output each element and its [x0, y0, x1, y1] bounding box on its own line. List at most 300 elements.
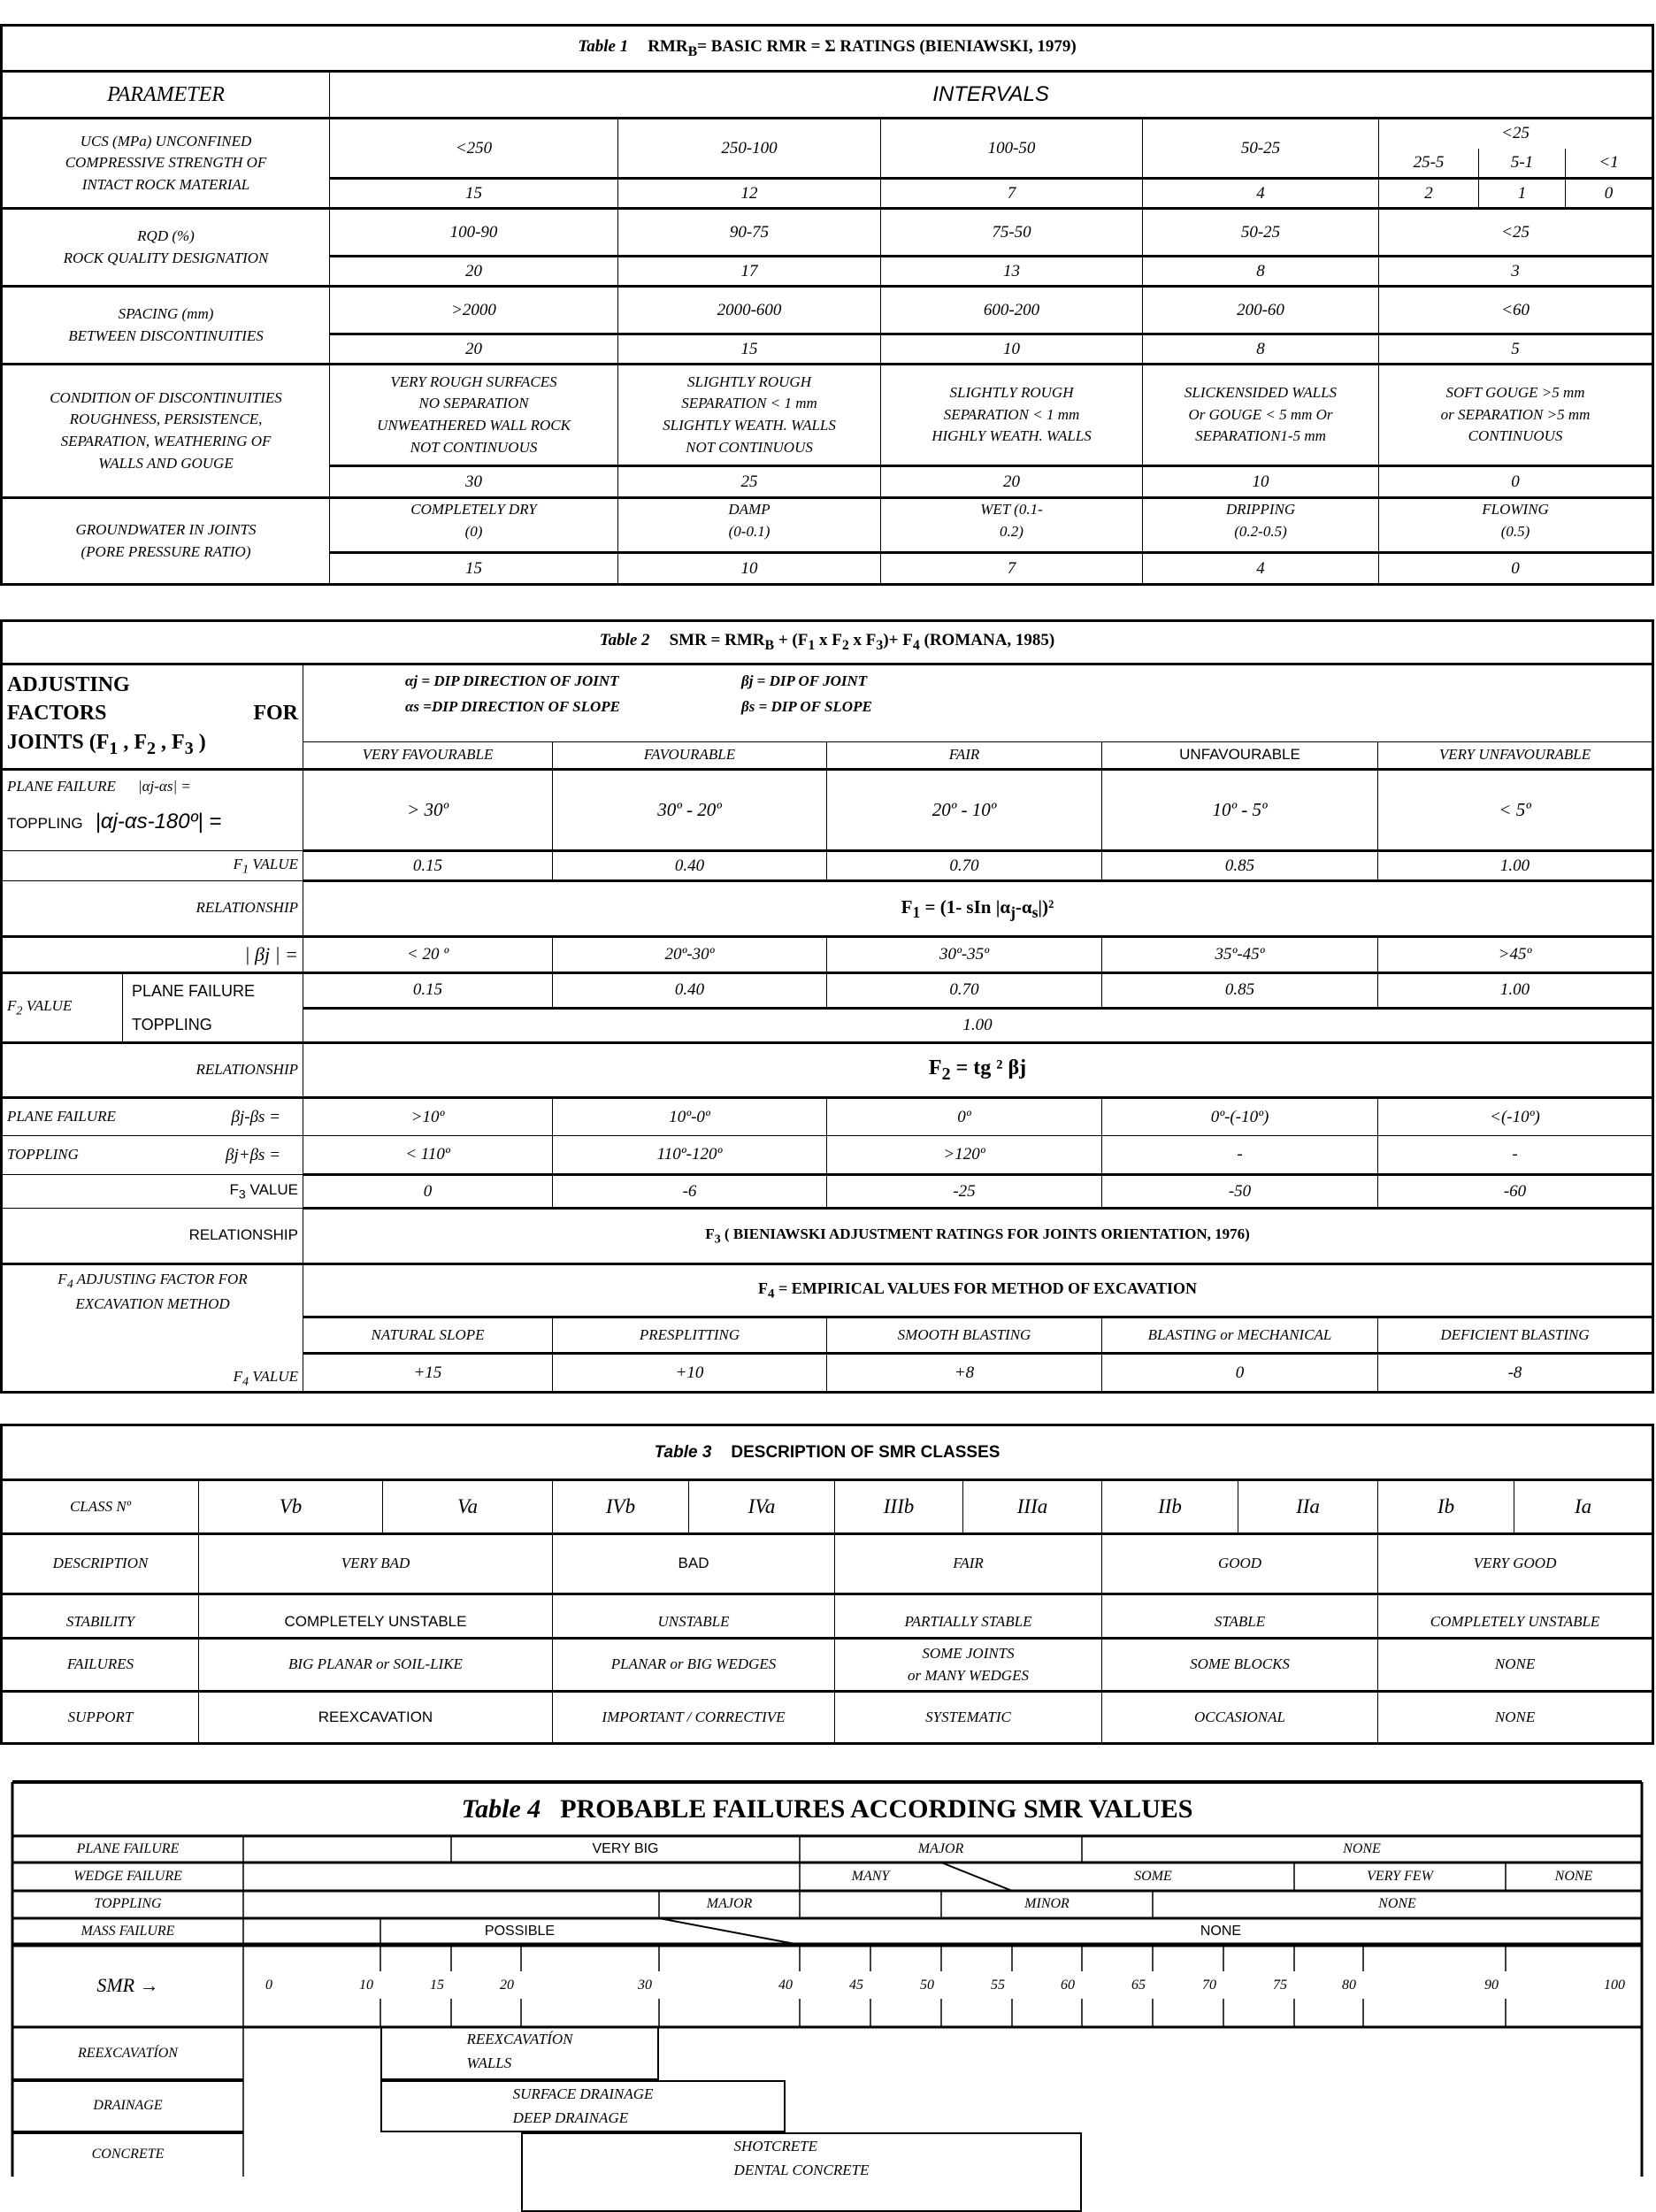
table-cell — [1102, 1594, 1378, 1639]
smr-tick-label — [615, 1973, 652, 1998]
table-cell — [827, 851, 1102, 881]
smr-tick-label — [968, 1973, 1005, 1998]
f2-value-group — [7, 974, 298, 1041]
f2-value: 0.70 — [949, 980, 979, 1000]
class-support-block — [602, 1709, 785, 1725]
smr-tick-label: 30 — [638, 1977, 652, 1993]
class-failures-line: SOME JOINTS — [922, 1644, 1015, 1662]
interval-value-block — [623, 372, 876, 459]
table-row — [2, 1594, 1653, 1639]
smr-tick-label — [1319, 1973, 1356, 1998]
table-cell — [330, 287, 618, 334]
table-cell — [1102, 1480, 1238, 1534]
table-cell — [2, 1136, 303, 1175]
failure-degree — [243, 1918, 380, 1945]
failure-type-label: PLANE FAILURE — [76, 1840, 180, 1856]
table-title-formula — [648, 36, 1077, 59]
legend-item: βs = DIP OF SLOPE — [741, 697, 872, 715]
adjusting-line — [7, 699, 298, 727]
parameter-label-line: ROUGHNESS, PERSISTENCE, — [69, 411, 263, 428]
table-cell — [1379, 498, 1653, 553]
table1 — [0, 24, 1654, 586]
table-cell — [1102, 1136, 1378, 1175]
table-cell — [553, 1317, 827, 1353]
smr-tick-label — [1038, 1973, 1075, 1998]
f2-value-label-text — [7, 997, 73, 1018]
angle-range: 30º-35º — [939, 945, 990, 964]
class-description-block — [953, 1555, 984, 1571]
table-cell — [835, 1534, 1102, 1594]
table-cell — [835, 1480, 963, 1534]
formula-part: )+ F — [883, 631, 913, 650]
subscript: 1 — [912, 902, 921, 921]
table-cell — [553, 851, 827, 881]
table-cell — [1143, 179, 1379, 209]
failure-degree — [941, 1891, 1153, 1918]
class-support: REEXCAVATION — [318, 1708, 433, 1725]
parameter-label-line: COMPRESSIVE STRENGTH OF — [65, 154, 267, 172]
f3-value: -25 — [953, 1181, 976, 1201]
interval-value-block — [450, 223, 498, 242]
table-cell — [1378, 1098, 1653, 1136]
f3-toppling-range: >120º — [943, 1145, 985, 1164]
class-number: Ib — [1437, 1495, 1455, 1518]
table-row — [2, 973, 1653, 1009]
class-failures: BIG PLANAR or SOIL-LIKE — [288, 1655, 463, 1673]
interval-value-line: SEPARATION < 1 mm — [943, 405, 1080, 423]
f1-value: 0.15 — [412, 856, 443, 875]
smr-tick-label — [235, 1973, 272, 1998]
failure-degree — [659, 1891, 800, 1918]
angle-range: < 5º — [1499, 799, 1531, 821]
subscript: 4 — [66, 1277, 73, 1292]
table-cell — [1378, 1175, 1653, 1209]
f4-label-text — [58, 1271, 247, 1312]
support-type-label — [12, 2132, 243, 2177]
table-cell — [1379, 119, 1653, 149]
table-cell — [1102, 1639, 1378, 1692]
f2-mode-labels — [122, 974, 255, 1041]
failure-degree: VERY FEW — [1367, 1868, 1433, 1884]
table-cell — [1379, 334, 1653, 365]
formula-part: F — [233, 855, 243, 872]
table-cell — [1379, 553, 1653, 585]
table-cell — [827, 937, 1102, 973]
interval-value-line: SEPARATION < 1 mm — [681, 395, 817, 412]
smr-tick-label: 40 — [778, 1977, 793, 1993]
interval-subvalue: <1 — [1598, 152, 1619, 172]
table-cell — [827, 1175, 1102, 1209]
legend-item: αs =DIP DIRECTION OF SLOPE — [405, 697, 620, 715]
table-cell — [199, 1534, 553, 1594]
failure-degree — [800, 1918, 1642, 1945]
support-range-box — [380, 2027, 659, 2080]
subscript: 1 — [109, 738, 119, 758]
interval-value: 90-75 — [729, 222, 770, 242]
table-cell — [1378, 742, 1653, 770]
f1-value: 1.00 — [1499, 856, 1530, 875]
parameter-label-line: CONDITION OF DISCONTINUITIES — [50, 388, 282, 406]
smr-tick-label: 65 — [1131, 1977, 1146, 1993]
f3-value: -6 — [682, 1181, 697, 1201]
rating-value: 8 — [1256, 339, 1265, 358]
formula-part: VALUE — [249, 855, 298, 872]
smr-axis-label: SMR → — [96, 1974, 159, 1997]
rating-value: 0 — [1604, 183, 1614, 203]
interval-value-line: SLIGHTLY ROUGH — [949, 384, 1074, 402]
table-cell — [330, 179, 618, 209]
class-failures: PLANAR or BIG WEDGES — [610, 1655, 777, 1673]
table-cell — [1102, 742, 1378, 770]
rating-value: 7 — [1007, 183, 1016, 203]
table-cell — [1102, 1317, 1378, 1353]
table-cell — [553, 1594, 835, 1639]
row-label: DESCRIPTION — [52, 1555, 149, 1572]
rating-value: 7 — [1007, 558, 1016, 578]
support-measure-block — [513, 2082, 654, 2130]
formula-part: F — [705, 1225, 715, 1243]
subscript: 2 — [16, 1003, 23, 1018]
f3-toppling-range: 110º-120º — [656, 1145, 723, 1164]
table-cell — [330, 257, 618, 287]
table-cell — [303, 664, 1653, 742]
class-support-block — [1495, 1709, 1535, 1725]
failure-degree: SOME — [1134, 1868, 1172, 1884]
failure-degree: POSSIBLE — [484, 1923, 556, 1939]
interval-value-line: FLOWING — [1482, 501, 1549, 518]
f3-value-label — [229, 1180, 298, 1202]
formula-part: = BASIC RMR = Σ RATINGS (BIENIAWSKI, 1979) — [697, 36, 1077, 56]
support-type-label — [12, 2080, 243, 2132]
failure-degree: VERY BIG — [592, 1840, 659, 1856]
table-row — [2, 851, 1653, 881]
table-row — [2, 1136, 1653, 1175]
class-failures-line: or MANY WEDGES — [908, 1666, 1029, 1684]
class-failures-block — [840, 1643, 1097, 1686]
subscript: 4 — [912, 637, 920, 653]
table-cell — [827, 1317, 1102, 1353]
interval-value-line: (0.2-0.5) — [1234, 522, 1287, 540]
formula-part: SMR = RMR — [669, 631, 765, 650]
table-row — [2, 1534, 1653, 1594]
failure-degree: MINOR — [1024, 1896, 1070, 1912]
parameter-label-block — [7, 388, 325, 475]
interval-value-line: CONTINUOUS — [1468, 427, 1563, 445]
table-cell — [303, 1008, 1653, 1043]
table-cell — [330, 119, 618, 179]
smr-tick-label: 15 — [430, 1977, 444, 1993]
row-label: FAILURES — [66, 1655, 134, 1673]
angle-range: > 30º — [407, 799, 448, 821]
rating-value: 15 — [465, 183, 482, 203]
f4-value: +15 — [413, 1363, 442, 1382]
f2-toppling — [132, 1008, 255, 1041]
table-cell — [827, 742, 1102, 770]
rating-value: 4 — [1256, 183, 1265, 203]
table-title-text: PROBABLE FAILURES ACCORDING SMR VALUES — [560, 1794, 1193, 1824]
class-description-block — [341, 1555, 410, 1571]
rating-value: 30 — [465, 472, 482, 491]
parameter-label-line: SPACING (mm) — [118, 304, 214, 322]
table-cell — [330, 209, 618, 257]
table-cell — [2, 1264, 303, 1393]
interval-value-line: SOFT GOUGE >5 mm — [1445, 384, 1585, 402]
table-cell — [881, 466, 1143, 498]
table-cell — [330, 498, 618, 553]
interval-value-line: SLICKENSIDED WALLS — [1184, 384, 1338, 402]
rating-value: 13 — [1003, 261, 1020, 280]
table-cell — [1238, 1480, 1378, 1534]
class-number: IVb — [605, 1495, 636, 1518]
f3-toppling-range: - — [1237, 1145, 1243, 1164]
smr-tick-label: 60 — [1061, 1977, 1075, 1993]
support-type-label — [12, 2027, 243, 2080]
table-cell — [1102, 1175, 1378, 1209]
table-cell — [618, 209, 881, 257]
table-title-label: Table 4 — [461, 1794, 541, 1824]
smr-tick-label: 20 — [500, 1977, 514, 1993]
rating-value: 2 — [1424, 183, 1433, 203]
table-cell — [1378, 1353, 1653, 1392]
table-cell — [303, 973, 553, 1009]
f3-value: 0 — [423, 1181, 433, 1201]
beta-expression: | βj | = — [244, 943, 298, 966]
table-cell — [881, 553, 1143, 585]
table-cell — [303, 1209, 1653, 1264]
table-row — [2, 1043, 1653, 1098]
class-support: OCCASIONAL — [1194, 1708, 1285, 1725]
table-title-label: Table 1 — [578, 36, 629, 56]
f4-description — [757, 1279, 1197, 1302]
table-row — [2, 1425, 1653, 1480]
interval-value-block — [886, 499, 1138, 542]
table-cell — [2, 881, 303, 937]
failure-degree — [243, 1836, 451, 1863]
f3-toppling-range: - — [1512, 1145, 1518, 1164]
f1-plane-row — [7, 776, 298, 798]
table-cell — [1143, 498, 1379, 553]
subscript: 3 — [238, 1187, 246, 1202]
smr-axis-label — [12, 1945, 243, 2027]
table-row — [2, 365, 1653, 466]
table-cell — [881, 257, 1143, 287]
transition-line — [941, 1863, 1012, 1891]
interval-value-block — [1384, 382, 1647, 448]
legend-item: αj = DIP DIRECTION OF JOINT — [405, 672, 619, 689]
subscript: j — [1010, 902, 1016, 921]
table-title-label: Table 3 — [654, 1442, 712, 1462]
table-cell — [330, 466, 618, 498]
interval-value-line: NOT CONTINUOUS — [410, 438, 538, 456]
formula-part: = (1- sIn |α — [920, 895, 1011, 918]
table-cell — [2, 937, 303, 973]
table-cell — [553, 770, 827, 851]
failure-type-label — [12, 1891, 243, 1918]
toppling-expression: |αj-αs-180º| = — [95, 809, 222, 833]
interval-value-line: Or GOUGE < 5 mm Or — [1188, 405, 1333, 423]
formula-part: , F — [118, 730, 148, 754]
smr-tick-label: 0 — [265, 1977, 272, 1993]
adjusting-label: FOR — [253, 702, 298, 726]
table-cell — [881, 498, 1143, 553]
table-cell — [1378, 1136, 1653, 1175]
table4-title — [12, 1782, 1642, 1836]
interval-value-block — [623, 499, 876, 542]
formula-part: ADJUSTING FACTOR FOR EXCAVATION METHOD — [73, 1271, 248, 1312]
smr-tick-label: 10 — [359, 1977, 373, 1993]
class-description-block — [1474, 1555, 1557, 1571]
category-label: FAIR — [948, 746, 980, 764]
support-range-box — [521, 2132, 1082, 2212]
row-label: SUPPORT — [67, 1708, 134, 1725]
table-cell — [1379, 287, 1653, 334]
class-failures-block — [1495, 1655, 1535, 1672]
interval-value: 75-50 — [992, 222, 1031, 242]
f3-plane-range: 10º-0º — [669, 1107, 710, 1126]
table-row — [2, 287, 1653, 334]
failure-degree — [800, 1836, 1082, 1863]
interval-value-line: WET (0.1- — [980, 501, 1043, 518]
table-cell — [2, 209, 330, 287]
interval-value: >2000 — [451, 300, 496, 319]
support-measure-line: SHOTCRETE — [733, 2138, 818, 2154]
category-label: FAVOURABLE — [643, 746, 736, 764]
interval-value-line: SLIGHTLY WEATH. WALLS — [663, 417, 836, 434]
table-cell — [553, 1534, 835, 1594]
table-cell — [303, 937, 553, 973]
angle-range: 20º-30º — [664, 945, 715, 964]
class-number: Va — [457, 1495, 478, 1518]
failure-degree — [1012, 1863, 1294, 1891]
table-cell — [330, 365, 618, 466]
formula-part: VALUE — [249, 1368, 298, 1386]
f4-label — [7, 1269, 298, 1316]
formula-part: ( BIENIAWSKI ADJUSTMENT RATINGS FOR JOINTS ORIENTATION, 1976) — [720, 1225, 1250, 1243]
legend-item: βj = DIP OF JOINT — [741, 672, 868, 689]
support-measure-block — [466, 2027, 572, 2075]
f3-plane-range: 0º — [957, 1107, 971, 1126]
class-stability: UNSTABLE — [657, 1613, 730, 1631]
table-cell — [1378, 1480, 1514, 1534]
interval-value: 100-50 — [987, 138, 1036, 157]
class-description: VERY BAD — [341, 1555, 410, 1572]
rating-value: 15 — [465, 558, 482, 578]
f2-value: 0.85 — [1224, 980, 1255, 1000]
failure-type-label: WEDGE FAILURE — [73, 1868, 182, 1884]
table-cell — [1143, 334, 1379, 365]
class-stability-block — [285, 1613, 467, 1630]
table-cell — [303, 1043, 1653, 1098]
angle-range: 35º-45º — [1215, 945, 1265, 964]
table-row — [2, 770, 1653, 851]
interval-value: 200-60 — [1237, 300, 1284, 319]
table-cell — [330, 334, 618, 365]
table-cell — [1379, 365, 1653, 466]
angle-range: 20º - 10º — [932, 799, 997, 821]
f1-relationship — [901, 895, 1054, 921]
support-measure-line: REEXCAVATÍON — [466, 2031, 573, 2047]
subscript: 3 — [184, 738, 194, 758]
class-number: IIIb — [883, 1495, 915, 1518]
table-cell — [881, 365, 1143, 466]
interval-value: 2000-600 — [717, 300, 782, 319]
table-row — [2, 1098, 1653, 1136]
table1-title — [2, 26, 1653, 72]
excavation-method: NATURAL SLOPE — [371, 1325, 485, 1343]
support-range-box — [380, 2080, 786, 2132]
table-cell — [1102, 851, 1378, 881]
failure-degree — [451, 1836, 800, 1863]
formula-part: + (F — [774, 631, 809, 650]
interval-value: 50-25 — [1240, 222, 1281, 242]
table-row — [2, 1480, 1653, 1534]
support-type-label: CONCRETE — [91, 2146, 165, 2162]
rating-value: 10 — [740, 558, 758, 578]
class-support-block — [1194, 1709, 1285, 1725]
toppling-label: TOPPLING — [132, 1016, 212, 1033]
table-cell — [1378, 1639, 1653, 1692]
table-cell — [1143, 553, 1379, 585]
interval-value-line: SLIGHTLY ROUGH — [687, 373, 811, 390]
table-cell — [618, 466, 881, 498]
failure-degree: NONE — [1378, 1896, 1416, 1912]
table-cell — [1566, 149, 1653, 179]
table-cell — [1102, 937, 1378, 973]
f4-label-group — [7, 1269, 298, 1391]
table2 — [0, 619, 1654, 1394]
table-title-formula — [669, 631, 1055, 653]
rating-value: 8 — [1256, 261, 1265, 280]
table-cell — [1378, 1594, 1653, 1639]
class-support: IMPORTANT / CORRECTIVE — [602, 1708, 786, 1725]
smr-tick-label: 75 — [1273, 1977, 1287, 1993]
interval-value-block — [1384, 499, 1647, 542]
relationship-label: RELATIONSHIP — [188, 1226, 298, 1244]
table-cell — [1102, 1098, 1378, 1136]
f3-plane-range: <(-10º) — [1490, 1107, 1540, 1126]
table-cell — [618, 119, 881, 179]
formula-part: F — [928, 1056, 942, 1080]
failure-degree — [1506, 1863, 1642, 1891]
class-support-block — [318, 1709, 433, 1725]
table-cell — [1378, 851, 1653, 881]
support-measure-line: WALLS — [466, 2055, 512, 2072]
relationship-label: RELATIONSHIP — [196, 899, 298, 917]
f3-relationship — [705, 1225, 1250, 1247]
rating-value: 17 — [740, 261, 758, 280]
table-cell — [383, 1480, 553, 1534]
failure-degree — [1294, 1863, 1506, 1891]
parameter-label-line: (PORE PRESSURE RATIO) — [80, 542, 251, 560]
interval-value-block — [1147, 499, 1374, 542]
interval-value-block — [1237, 301, 1284, 319]
f3-toppling-row — [7, 1143, 298, 1168]
table-cell — [2, 365, 330, 498]
table-title-text: DESCRIPTION OF SMR CLASSES — [731, 1442, 1000, 1462]
parameter-label-block — [7, 519, 325, 563]
category-label: VERY UNFAVOURABLE — [1438, 746, 1591, 764]
class-failures: NONE — [1494, 1655, 1536, 1673]
table2-title — [2, 621, 1653, 664]
intervals-header: INTERVALS — [932, 81, 1049, 106]
failure-degree — [800, 1863, 941, 1891]
table-cell — [303, 1136, 553, 1175]
excavation-method: PRESPLITTING — [639, 1325, 740, 1343]
rating-value: 3 — [1511, 261, 1520, 280]
table-cell — [553, 742, 827, 770]
parameter-label-line: GROUNDWATER IN JOINTS — [75, 520, 257, 538]
f3-value: -50 — [1228, 1181, 1252, 1201]
